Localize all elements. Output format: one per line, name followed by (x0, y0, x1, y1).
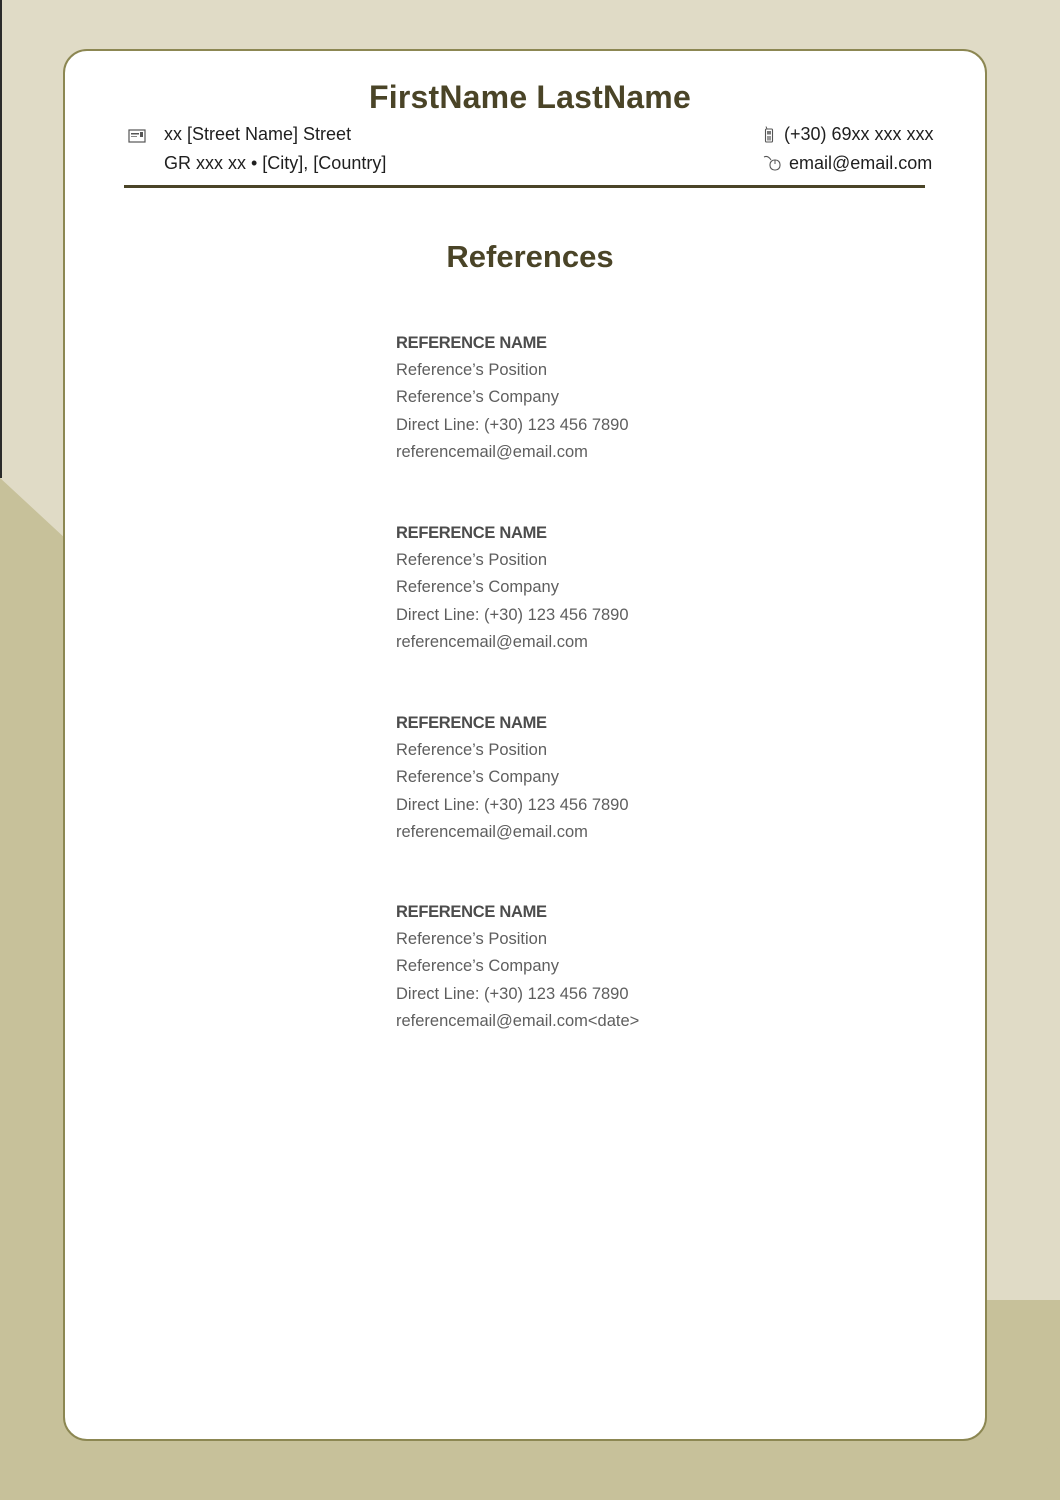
reference-name: REFERENCE NAME (396, 334, 547, 352)
reference-position: Reference’s Position (396, 930, 548, 948)
phone-number: (+30) 69xx xxx xxx (784, 124, 934, 144)
reference-company: Reference’s Company (396, 388, 559, 407)
reference-block (396, 899, 816, 1035)
reference-block (396, 330, 816, 466)
reference-name: REFERENCE NAME (396, 524, 547, 542)
reference-name: REFERENCE NAME (396, 903, 547, 921)
reference-email: referencemail@email.com (396, 632, 588, 651)
address-line-2: GR xxx xx • [City], [Country] (164, 153, 387, 173)
reference-position: Reference’s Position (396, 551, 548, 569)
reference-position: Reference’s Position (396, 361, 548, 379)
reference-company: Reference’s Company (396, 768, 559, 787)
reference-block (396, 520, 816, 656)
reference-company: Reference’s Company (396, 957, 559, 976)
reference-block (396, 710, 816, 846)
reference-name: REFERENCE NAME (396, 714, 547, 732)
reference-direct-line: Direct Line: (+30) 123 456 7890 (396, 795, 629, 814)
address-line-1: xx [Street Name] Street (164, 124, 352, 144)
mobile-phone-icon (763, 126, 775, 144)
page-title: FirstName LastName (369, 79, 691, 115)
reference-email: referencemail@email.com (396, 442, 588, 461)
reference-email: referencemail@email.com<date> (396, 1011, 640, 1030)
reference-direct-line: Direct Line: (+30) 123 456 7890 (396, 605, 629, 624)
header-divider (124, 185, 925, 188)
reference-company: Reference’s Company (396, 578, 559, 597)
mailbox-icon (128, 128, 146, 144)
reference-email: referencemail@email.com (396, 822, 588, 841)
reference-direct-line: Direct Line: (+30) 123 456 7890 (396, 984, 629, 1003)
section-title: References (446, 239, 614, 274)
reference-direct-line: Direct Line: (+30) 123 456 7890 (396, 415, 629, 434)
reference-position: Reference’s Position (396, 741, 548, 759)
email-address: email@email.com (789, 153, 933, 173)
mouse-icon (763, 154, 783, 172)
